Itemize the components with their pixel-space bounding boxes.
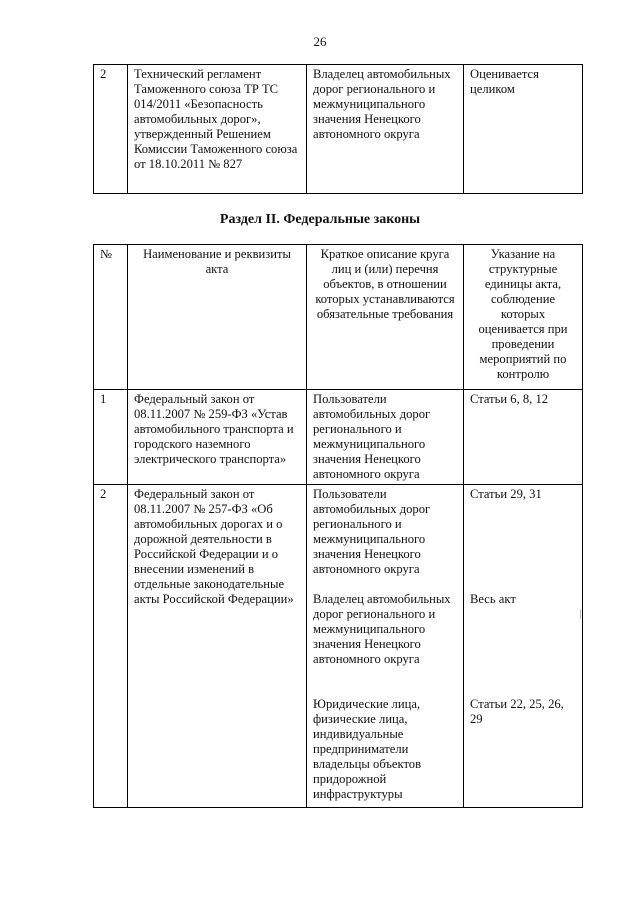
section-title: Раздел II. Федеральные законы <box>219 212 421 227</box>
page-number: 26 <box>313 34 327 49</box>
cell-num: 1 <box>94 390 128 485</box>
units-entry: Статьи 29, 31 <box>470 487 542 501</box>
cell-subjects: Владелец автомобильных дорог регионального и межмуниципального значения Ненецкого автономного округа <box>307 65 464 194</box>
cell-units: Оценивается целиком <box>464 65 583 194</box>
cell-units <box>464 390 583 485</box>
cell-act-name: Федеральный закон от 08.11.2007 № 259-ФЗ «Устав автомобильного транспорта и городского наземного электрического транспорта» <box>128 390 307 485</box>
table-row <box>94 485 583 808</box>
cell-units <box>464 485 583 808</box>
units-entry: Весь акт <box>470 592 516 606</box>
table-row <box>94 390 583 485</box>
subjects-entry: Владелец автомобильных дорог регионального и межмуниципального значения Ненецкого автономного округа <box>313 592 451 666</box>
subjects-entry: Пользователи автомобильных дорог регионального и межмуниципального значения Ненецкого автономного округа <box>313 487 431 576</box>
cell-act-name: Федеральный закон от 08.11.2007 № 257-ФЗ «Об автомобильных дорогах и о дорожной деятельности в Российской Федерации и о внесении изменений в отдельные законодательные акты Российской Федерации» <box>128 485 307 808</box>
header-subjects: Краткое описание круга лиц и (или) перечня объектов, в отношении которых устанавливаются обязательные требования <box>307 245 464 390</box>
table-header-row <box>94 245 583 390</box>
table-row <box>94 65 583 194</box>
header-num: № <box>94 245 128 390</box>
header-act-name: Наименование и реквизиты акта <box>128 245 307 390</box>
federal-laws-table <box>93 244 583 808</box>
units-entry: Статьи 22, 25, 26, 29 <box>470 697 564 726</box>
subjects-entry: Пользователи автомобильных дорог регионального и межмуниципального значения Ненецкого автономного округа <box>313 392 431 481</box>
units-entry: Статьи 6, 8, 12 <box>470 392 549 406</box>
cell-subjects <box>307 390 464 485</box>
cell-act-name: Технический регламент Таможенного союза ТР ТС 014/2011 «Безопасность автомобильных дорог», утвержденный Решением Комиссии Таможенного союза от 18.10.2011 № 827 <box>128 65 307 194</box>
subjects-entry: Юридические лица, физические лица, индивидуальные предприниматели владельцы объектов придорожной инфраструктуры <box>313 697 422 801</box>
cell-num: 2 <box>94 485 128 808</box>
scan-mark <box>580 609 581 619</box>
header-units: Указание на структурные единицы акта, соблюдение которых оценивается при проведении мероприятий по контролю <box>464 245 583 390</box>
cell-subjects <box>307 485 464 808</box>
cell-num: 2 <box>94 65 128 194</box>
continued-table <box>93 64 583 194</box>
